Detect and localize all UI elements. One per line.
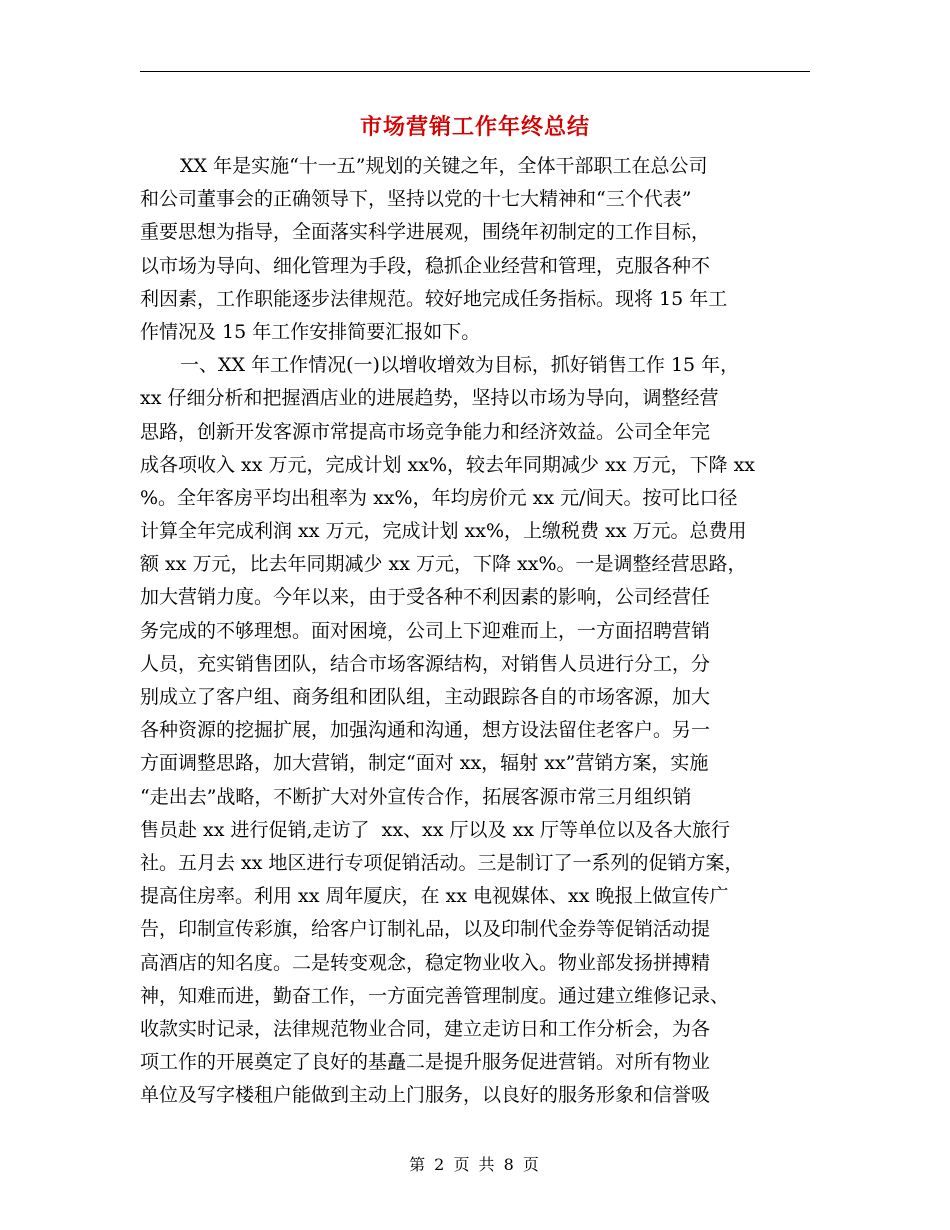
body-line: 社。五月去 xx 地区进行专项促销活动。三是制订了一系列的促销方案，	[140, 851, 744, 874]
body-line: 以市场为导向、细化管理为手段，稳抓企业经营和管理，克服各种不	[140, 254, 711, 277]
body-line: 重要思想为指导，全面落实科学进展观，围绕年初制定的工作目标，	[140, 221, 711, 244]
body-line: 告，印制宣传彩旗，给客户订制礼品，以及印制代金券等促销活动提	[140, 918, 711, 941]
body-line: 作情况及 15 年工作安排简要汇报如下。	[140, 320, 481, 343]
body-line: 利因素，工作职能逐步法律规范。较好地完成任务指标。现将 15 年工	[140, 287, 728, 310]
body-line: 神，知难而进，勤奋工作，一方面完善管理制度。通过建立维修记录、	[140, 984, 730, 1007]
body-line: 项工作的开展奠定了良好的基矗二是提升服务促进营销。对所有物业	[140, 1051, 711, 1074]
body-line: 一、XX 年工作情况(一)以增收增效为目标，抓好销售工作 15 年，	[180, 354, 740, 377]
body-line: %。全年客房平均出租率为 xx%，年均房价元 xx 元/间天。按可比口径	[140, 486, 738, 509]
body-line: “走出去”战略，不断扩大对外宣传合作，拓展客源市常三月组织销	[140, 785, 692, 808]
body-line: 方面调整思路，加大营销，制定“面对 xx，辐射 xx”营销方案，实施	[140, 752, 709, 775]
document-body	[140, 150, 810, 1112]
body-line: 加大营销力度。今年以来，由于受各种不利因素的影响，公司经营任	[140, 586, 711, 609]
body-line: 和公司董事会的正确领导下，坚持以党的十七大精神和“三个代表”	[140, 188, 692, 211]
body-line: 单位及写字楼租户能做到主动上门服务，以良好的服务形象和信誉吸	[140, 1084, 711, 1107]
page-number-footer: 第 2 页 共 8 页	[409, 1155, 541, 1174]
body-line: 售员赴 xx 进行促销,走访了 xx、xx 厅以及 xx 厅等单位以及各大旅行	[140, 818, 731, 841]
header-rule	[140, 71, 810, 72]
body-line: 成各项收入 xx 万元，完成计划 xx%，较去年同期减少 xx 万元，下降 xx	[140, 453, 756, 476]
body-line: 各种资源的挖掘扩展，加强沟通和沟通，想方设法留住老客户。另一	[140, 719, 711, 742]
body-line: 高酒店的知名度。二是转变观念，稳定物业收入。物业部发扬拼搏精	[140, 951, 711, 974]
body-line: 思路，创新开发客源市常提高市场竞争能力和经济效益。公司全年完	[140, 420, 711, 443]
body-line: xx 仔细分析和把握酒店业的进展趋势，坚持以市场为导向，调整经营	[140, 387, 719, 410]
document-title: 市场营销工作年终总结	[359, 115, 590, 140]
body-line: 计算全年完成利润 xx 万元，完成计划 xx%，上缴税费 xx 万元。总费用	[140, 520, 747, 543]
body-line: 别成立了客户组、商务组和团队组，主动跟踪各自的市场客源，加大	[140, 686, 711, 708]
body-line: 提高住房率。利用 xx 周年厦庆，在 xx 电视媒体、xx 晚报上做宣传广	[140, 885, 729, 908]
body-line: XX 年是实施“十一五”规划的关键之年，全体干部职工在总公司	[180, 155, 708, 177]
body-line: 务完成的不够理想。面对困境，公司上下迎难而上，一方面招聘营销	[140, 619, 711, 642]
body-line: 额 xx 万元，比去年同期减少 xx 万元，下降 xx%。一是调整经营思路，	[140, 553, 747, 576]
body-line: 人员，充实销售团队，结合市场客源结构，对销售人员进行分工，分	[140, 652, 711, 675]
body-line: 收款实时记录，法律规范物业合同，建立走访日和工作分析会，为各	[140, 1017, 711, 1040]
